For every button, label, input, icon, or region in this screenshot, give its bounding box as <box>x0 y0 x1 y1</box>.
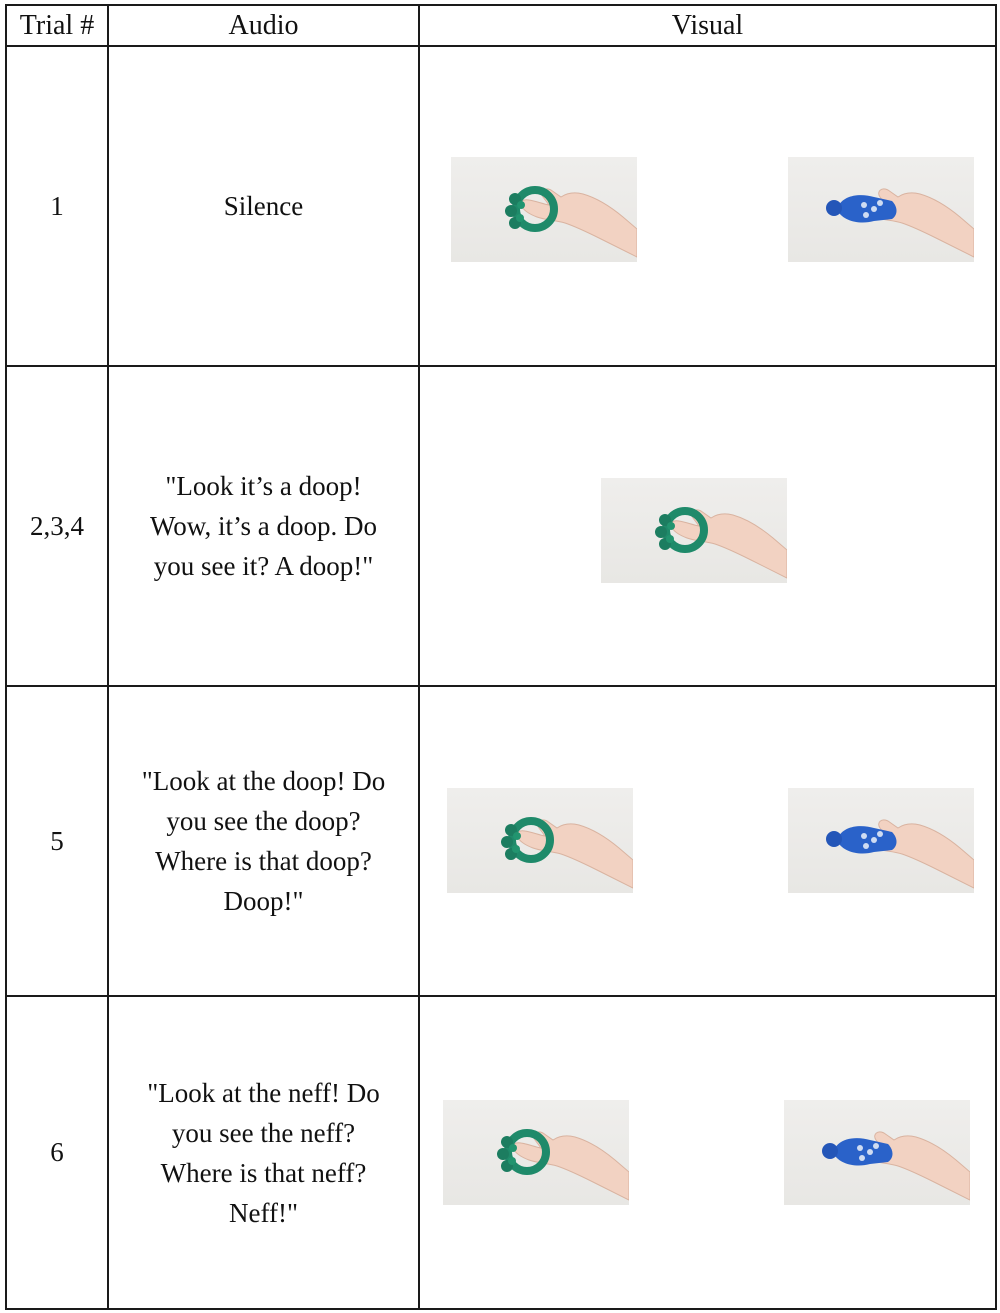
header-trial: Trial # <box>6 5 108 46</box>
visual-cell <box>419 366 996 686</box>
header-visual: Visual <box>419 5 996 46</box>
audio-cell <box>108 996 419 1309</box>
audio-line: you see the neff? <box>171 1117 356 1148</box>
audio-line: Wow, it’s a doop. Do <box>149 511 378 541</box>
trial-number: 6 <box>6 996 108 1309</box>
visual-cell <box>419 996 996 1309</box>
blue-spiky-toy-photo <box>788 788 974 893</box>
audio-line: Where is that neff? <box>160 1157 367 1188</box>
visual-cell <box>419 46 996 366</box>
header-audio: Audio <box>108 5 419 46</box>
table-row <box>6 996 996 1309</box>
audio-line: Doop!" <box>223 886 304 916</box>
trial-table <box>5 4 997 1310</box>
green-ring-toy-photo <box>601 478 787 583</box>
audio-line: you see the doop? <box>166 806 361 836</box>
audio-line: you see it? A doop!" <box>153 551 374 581</box>
audio-line: Where is that doop? <box>155 846 372 876</box>
table-row <box>6 686 996 996</box>
audio-cell <box>108 686 419 996</box>
audio-cell <box>108 46 419 366</box>
visual-cell <box>419 686 996 996</box>
audio-cell <box>108 366 419 686</box>
audio-line: "Look at the neff! Do <box>147 1077 380 1108</box>
audio-line: "Look it’s a doop! <box>165 471 362 501</box>
audio-line: Neff!" <box>229 1197 298 1228</box>
audio-line: Silence <box>223 191 304 221</box>
trial-number: 1 <box>6 46 108 366</box>
trial-number: 2,3,4 <box>6 366 108 686</box>
header-row <box>6 5 996 46</box>
green-ring-toy-photo <box>443 1100 629 1205</box>
blue-spiky-toy-photo <box>784 1100 970 1205</box>
blue-spiky-toy-photo <box>788 157 974 262</box>
table-row <box>6 46 996 366</box>
green-ring-toy-photo <box>447 788 633 893</box>
audio-line: "Look at the doop! Do <box>141 766 386 796</box>
green-ring-toy-photo <box>451 157 637 262</box>
trial-number: 5 <box>6 686 108 996</box>
table-row <box>6 366 996 686</box>
